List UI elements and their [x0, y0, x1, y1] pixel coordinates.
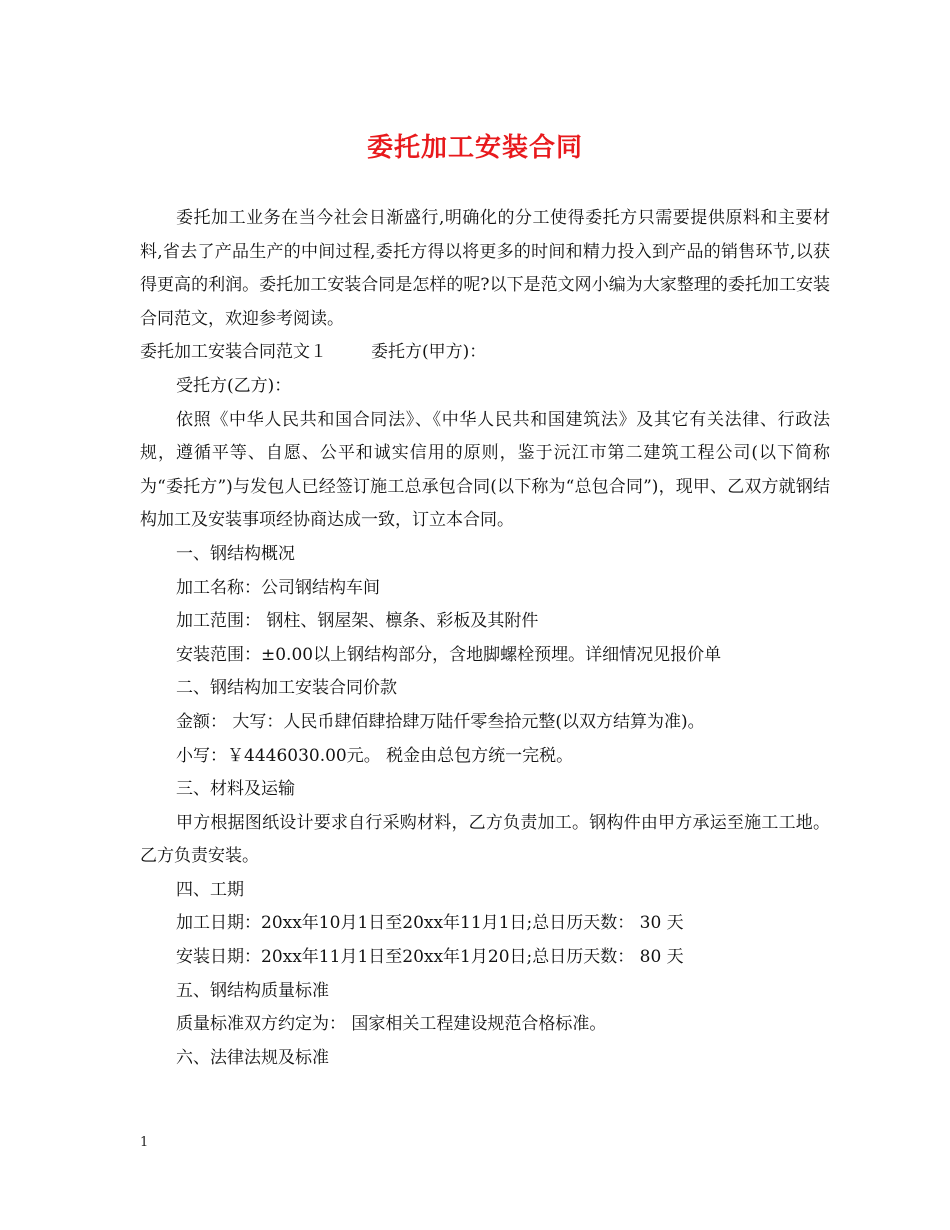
section-heading: 一、钢结构概况 [176, 543, 295, 564]
sample-heading-line [140, 336, 830, 370]
section-line: 金额： 大写：人民币肆佰肆拾肆万陆仟零叁拾元整(以双方结算为准)。 [176, 711, 705, 732]
party-a-label: 委托方(甲方)： [371, 342, 487, 363]
section-heading: 四、工期 [176, 879, 244, 900]
section-line: 质量标准双方约定为： 国家相关工程建设规范合格标准。 [176, 1014, 607, 1035]
section-line: 甲方根据图纸设计要求自行采购材料，乙方负责加工。钢构件由甲方承运至施工工地。乙方负责安装。 [140, 812, 830, 867]
document-title: 委托加工安装合同 [366, 133, 583, 163]
section-line: 小写：￥4446030.00元。 税金由总包方统一完税。 [176, 745, 574, 766]
sample-heading: 委托加工安装合同范文１ [140, 342, 327, 363]
basis-paragraph: 依照《中华人民共和国合同法》、《中华人民共和国建筑法》及其它有关法律、行政法规，遵循平等、自愿、公平和诚实信用的原则，鉴于沅江市第二建筑工程公司(以下简称为“委托方”)与发包人已经签订施工总承包合同(以下称为“总包合同”)，现甲、乙双方就钢结构加工及安装事项经协商达成一致，订立本合同。 [140, 409, 830, 531]
section-heading: 五、钢结构质量标准 [176, 980, 329, 1001]
intro-paragraph: 委托加工业务在当今社会日渐盛行,明确化的分工使得委托方只需要提供原料和主要材料,省去了产品生产的中间过程,委托方得以将更多的时间和精力投入到产品的销售环节,以获得更高的利润。委托加工安装合同是怎样的呢?以下是范文网小编为大家整理的委托加工安装合同范文，欢迎参考阅读。 [140, 208, 830, 329]
section-heading: 六、法律法规及标准 [176, 1047, 329, 1068]
section-heading: 三、材料及运输 [176, 779, 295, 800]
section-line: 安装范围：±0.00以上钢结构部分，含地脚螺栓预埋。详细情况见报价单 [176, 644, 722, 665]
page-number: 1 [140, 1135, 149, 1150]
party-b-label: 受托方(乙方)： [176, 375, 292, 396]
section-line: 安装日期：20xx年11月1日至20xx年1月20日;总日历天数： 80 天 [176, 947, 684, 968]
section-line: 加工名称：公司钢结构车间 [176, 577, 380, 598]
section-heading: 二、钢结构加工安装合同价款 [176, 678, 397, 699]
document-body [140, 202, 830, 1075]
section-line: 加工日期：20xx年10月1日至20xx年11月1日;总日历天数： 30 天 [176, 913, 684, 934]
section-line: 加工范围： 钢柱、钢屋架、檩条、彩板及其附件 [176, 611, 539, 632]
